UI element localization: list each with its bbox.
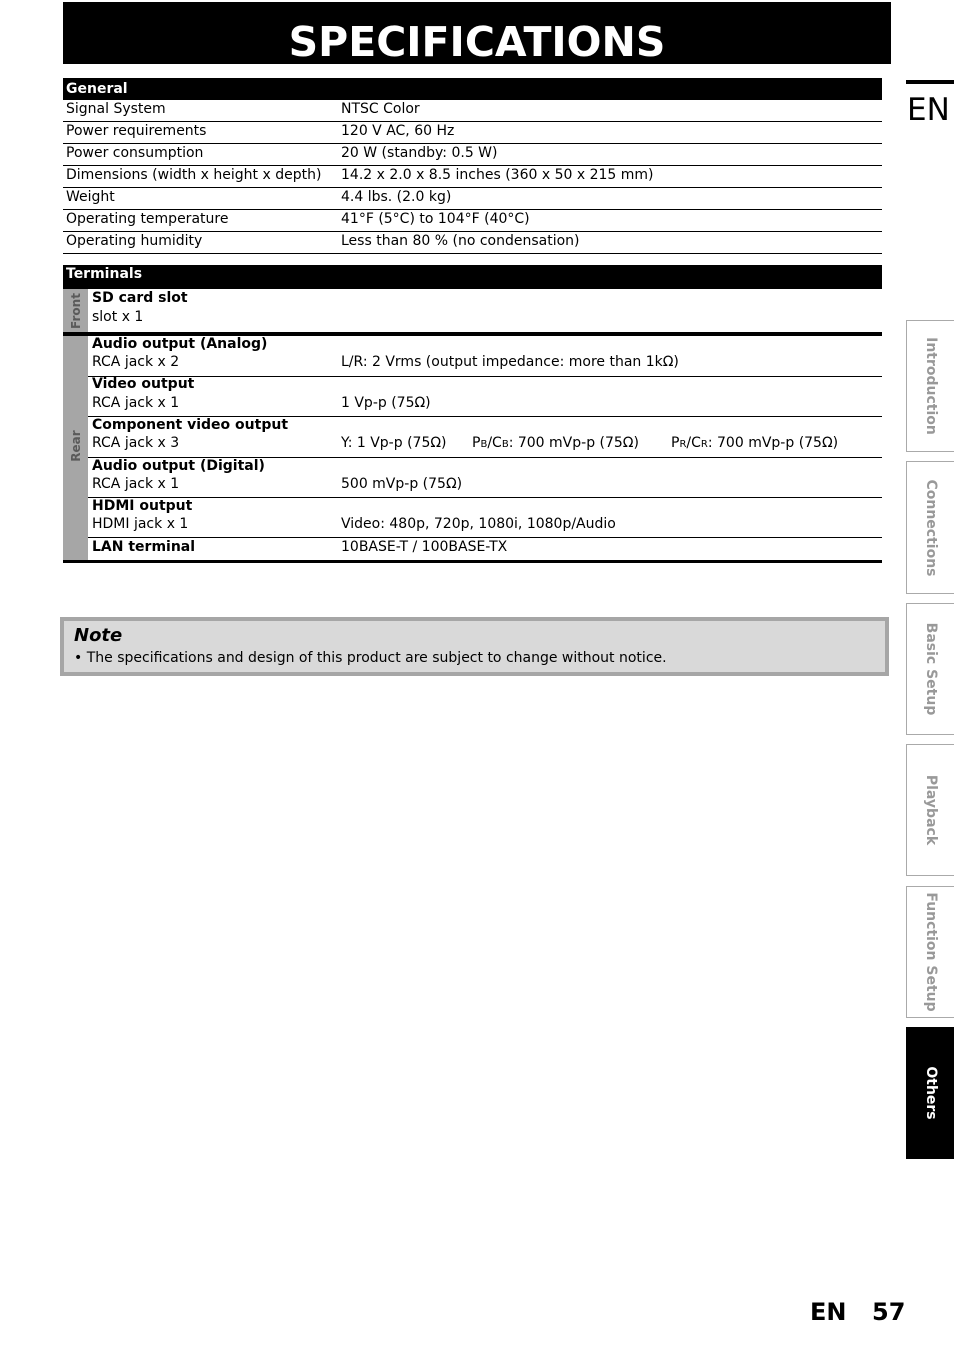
- spec-value: Less than 80 % (no condensation): [341, 233, 580, 249]
- terminal-sub: RCA jack x 1: [92, 395, 180, 411]
- spec-label: Operating temperature: [66, 211, 229, 227]
- terminal-name: HDMI output: [92, 498, 193, 514]
- terminal-value: 10BASE-T / 100BASE-TX: [341, 539, 508, 555]
- terminal-name: Component video output: [92, 417, 289, 433]
- tab-label: Function Setup: [922, 892, 939, 1012]
- terminal-sub: slot x 1: [92, 309, 144, 325]
- pr-p: P: [671, 435, 680, 451]
- tab-label: Introduction: [922, 337, 939, 435]
- spec-row-signal-system: [63, 100, 882, 122]
- tab-label: Connections: [922, 478, 939, 577]
- spec-label: Power consumption: [66, 145, 204, 161]
- spec-value: 41°F (5°C) to 104°F (40°C): [341, 211, 530, 227]
- tab-playback[interactable]: [906, 744, 954, 876]
- page-title: SPECIFICATIONS: [63, 2, 891, 64]
- terminal-row-lan: [88, 538, 882, 560]
- footer-lang: EN: [810, 1298, 847, 1326]
- spec-label: Dimensions (width x height x depth): [66, 167, 322, 183]
- spec-row-dimensions: [63, 166, 882, 188]
- spec-value: 120 V AC, 60 Hz: [341, 123, 455, 139]
- tab-introduction[interactable]: [906, 320, 954, 452]
- pb-csub: B: [501, 439, 509, 450]
- pr-csub: R: [700, 439, 708, 450]
- terminal-sub: RCA jack x 1: [92, 476, 180, 492]
- spec-row-weight: [63, 188, 882, 210]
- spec-row-operating-temperature: [63, 210, 882, 232]
- spec-value: 20 W (standby: 0.5 W): [341, 145, 498, 161]
- rear-label: Rear: [69, 430, 83, 462]
- spec-label: Power requirements: [66, 123, 207, 139]
- terminal-sub: HDMI jack x 1: [92, 516, 189, 532]
- tab-others[interactable]: [906, 1027, 954, 1159]
- terminal-value-pb: [472, 435, 639, 451]
- terminal-value: 500 mVp-p (75Ω): [341, 476, 463, 492]
- pb-sub: B: [480, 439, 488, 450]
- pb-slash: /C: [487, 435, 502, 451]
- spec-label: Operating humidity: [66, 233, 203, 249]
- terminal-sub: RCA jack x 2: [92, 354, 180, 370]
- spec-value: 14.2 x 2.0 x 8.5 inches (360 x 50 x 215 mm): [341, 167, 654, 183]
- terminal-name: Audio output (Analog): [92, 336, 268, 352]
- tab-label: Basic Setup: [922, 622, 939, 716]
- note-box: [60, 617, 889, 676]
- terminal-name: Audio output (Digital): [92, 458, 265, 474]
- tab-connections[interactable]: [906, 461, 954, 594]
- terminal-value: L/R: 2 Vrms (output impedance: more than 1kΩ): [341, 354, 679, 370]
- tab-basic-setup[interactable]: [906, 603, 954, 735]
- terminal-row-video-output: [88, 377, 882, 417]
- terminal-sub: RCA jack x 3: [92, 435, 180, 451]
- terminal-name: SD card slot: [92, 290, 188, 306]
- front-label: Front: [69, 293, 83, 329]
- note-title: Note: [74, 625, 123, 646]
- pb-rest: : 700 mVp-p (75Ω): [508, 435, 639, 451]
- terminal-name: LAN terminal: [92, 539, 196, 555]
- terminal-row-sd-card-slot: [88, 289, 882, 332]
- spec-label: Signal System: [66, 101, 166, 117]
- terminal-value-y: Y: 1 Vp-p (75Ω): [341, 435, 447, 451]
- terminals-heading: Terminals: [63, 265, 882, 289]
- terminal-row-component-video: [88, 417, 882, 458]
- tab-label: Playback: [922, 774, 939, 846]
- terminal-name: Video output: [92, 376, 195, 392]
- tab-function-setup[interactable]: [906, 886, 954, 1018]
- pr-slash: /C: [686, 435, 701, 451]
- pr-rest: : 700 mVp-p (75Ω): [707, 435, 839, 451]
- page-number: 57: [872, 1298, 906, 1326]
- spec-value: 4.4 lbs. (2.0 kg): [341, 189, 452, 205]
- rear-strip: [63, 336, 88, 560]
- table-bottom-rule: [63, 560, 882, 563]
- general-heading: General: [63, 78, 882, 100]
- terminal-row-audio-analog: [88, 336, 882, 377]
- note-text: • The specifications and design of this product are subject to change without notice.: [74, 650, 667, 666]
- terminal-value-pr: [671, 435, 838, 451]
- spec-label: Weight: [66, 189, 115, 205]
- spec-row-power-requirements: [63, 122, 882, 144]
- spec-row-power-consumption: [63, 144, 882, 166]
- pb-p: P: [472, 435, 481, 451]
- pr-sub: R: [679, 439, 687, 450]
- language-marker: EN: [906, 80, 954, 130]
- terminal-row-audio-digital: [88, 458, 882, 498]
- note-inner: [64, 621, 885, 672]
- terminal-value: Video: 480p, 720p, 1080i, 1080p/Audio: [341, 516, 616, 532]
- terminal-row-hdmi-output: [88, 498, 882, 538]
- front-strip: [63, 289, 88, 332]
- spec-row-operating-humidity: [63, 232, 882, 254]
- spec-value: NTSC Color: [341, 101, 420, 117]
- tab-label: Others: [922, 1066, 939, 1120]
- terminal-value: 1 Vp-p (75Ω): [341, 395, 431, 411]
